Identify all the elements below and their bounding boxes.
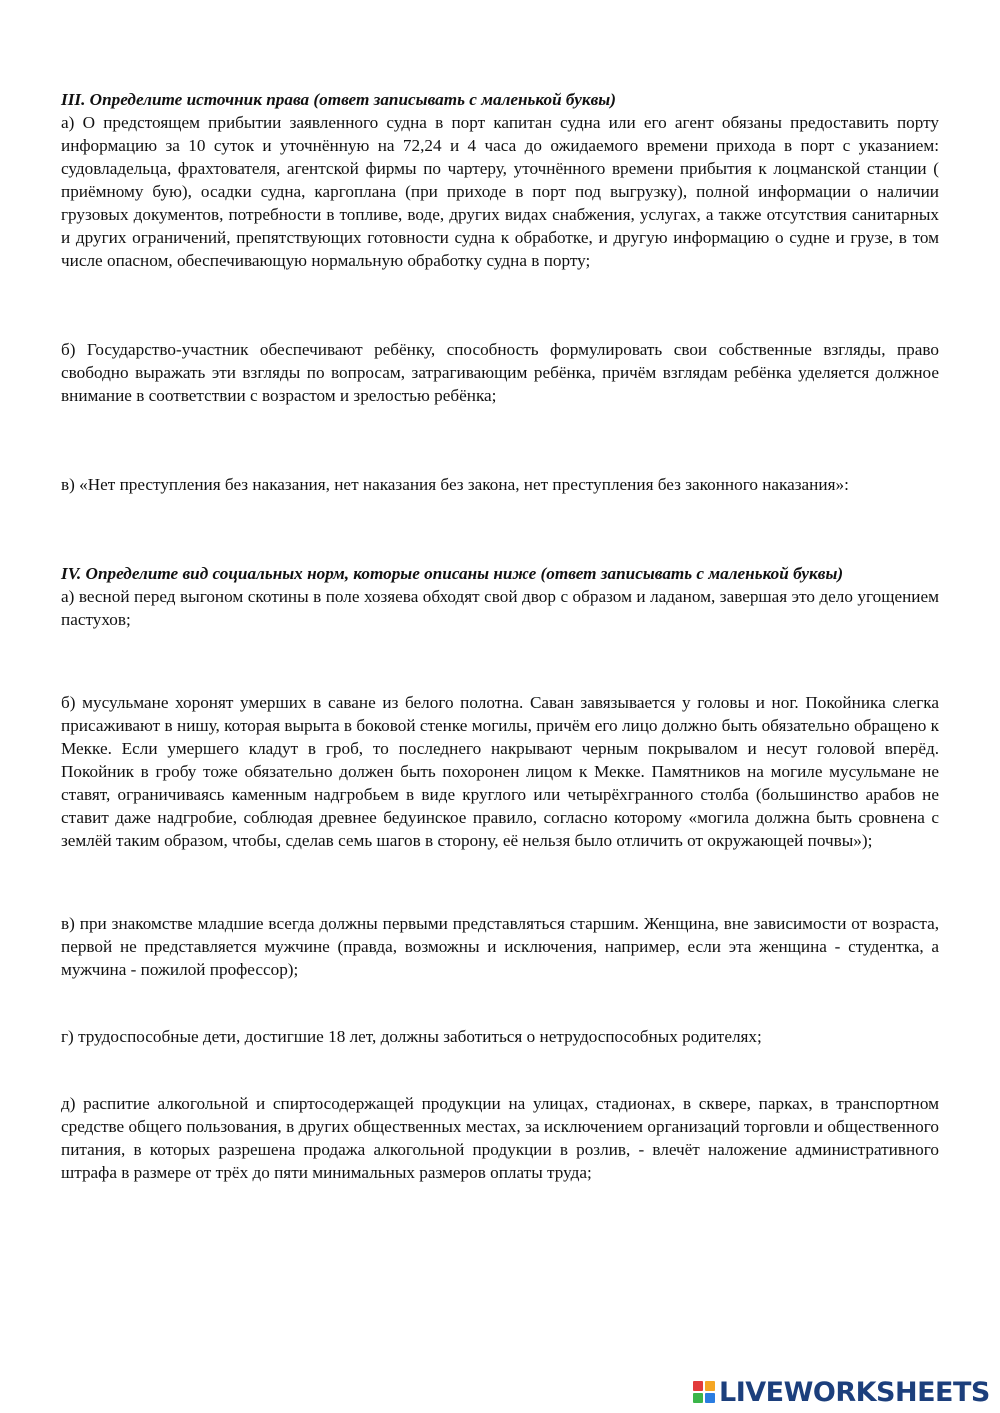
section-4-item-b: б) мусульмане хоронят умерших в саване из белого полотна. Саван завязывается у головы и ног. Покойника слегка присаживают в нишу, которая вырыта в боковой стенке могилы, причём его лицо должно быть обязательно обращено к Мекке. Если умершего кладут в гроб, то последнего накрывают черным покрывалом и несут головой вперёд. Покойник в гробу тоже обязательно должен быть похоронен лицом к Мекке. Памятников на могиле мусульмане не ставят, ограничиваясь каменным надгробьем в виде круглого или четырёхгранного столба (большинство арабов не ставит даже надгробие, соблюдая древнее бедуинское правило, согласно которому «могила должна быть сровнена с землёй таким образом, чтобы, сделав семь шагов в сторону, её нельзя было отличить от окружающей почвы»);	[61, 693, 939, 850]
liveworksheets-logo	[693, 1377, 990, 1407]
section-4-item-a: а) весной перед выгоном скотины в поле хозяева обходят свой двор с образом и ладаном, завершая это дело угощением пастухов;	[61, 587, 939, 629]
worksheet-page	[61, 88, 939, 1184]
section-3-item-v: в) «Нет преступления без наказания, нет наказания без закона, нет преступления без законного наказания»:	[61, 475, 849, 494]
section-3-item-b: б) Государство-участник обеспечивают ребёнку, способность формулировать свои собственные взгляды, право свободно выражать эти взгляды по вопросам, затрагивающим ребёнка, причём взглядам ребёнка уделяется должное внимание в соответствии с возрастом и зрелостью ребёнка;	[61, 340, 939, 405]
logo-text: LIVEWORKSHEETS	[719, 1376, 990, 1408]
section-4-item-v: в) при знакомстве младшие всегда должны первыми представляться старшим. Женщина, вне зависимости от возраста, первой не представляется мужчине (правда, возможны и исключения, например, если эта женщина - студентка, а мужчина - пожилой профессор);	[61, 914, 939, 979]
section-3-heading: III. Определите источник права (ответ записывать с маленькой буквы)	[61, 90, 616, 109]
logo-blocks-icon	[693, 1381, 715, 1403]
section-3-item-a: а) О предстоящем прибытии заявленного судна в порт капитан судна или его агент обязаны предоставить порту информацию за 10 суток и уточнённую на 72,24 и 4 часа до ожидаемого времени прихода в порт с указанием: судовладельца, фрахтователя, агентской фирмы по чартеру, уточнённого времени прибытия к лоцманской станции ( приёмному бую), осадки судна, каргоплана (при приходе в порт под выгрузку), полной информации о наличии грузовых документов, потребности в топливе, воде, других видах снабжения, услугах, а также отсутствия санитарных и других ограничений, препятствующих готовности судна к обработке, и другую информацию о судне и грузе, в том числе опасном, обеспечивающую нормальную обработку судна в порту;	[61, 113, 939, 270]
section-4-item-d: д) распитие алкогольной и спиртосодержащей продукции на улицах, стадионах, в сквере, парках, в транспортном средстве общего пользования, в других общественных местах, за исключением организаций торговли и общественного питания, в которых разрешена продажа алкогольной продукции в розлив, - влечёт наложение административного штрафа в размере от трёх до пяти минимальных размеров оплаты труда;	[61, 1094, 939, 1182]
section-4-heading: IV. Определите вид социальных норм, которые описаны ниже (ответ записывать с маленькой буквы)	[61, 564, 844, 583]
section-4-item-g: г) трудоспособные дети, достигшие 18 лет, должны заботиться о нетрудоспособных родителях;	[61, 1027, 762, 1046]
